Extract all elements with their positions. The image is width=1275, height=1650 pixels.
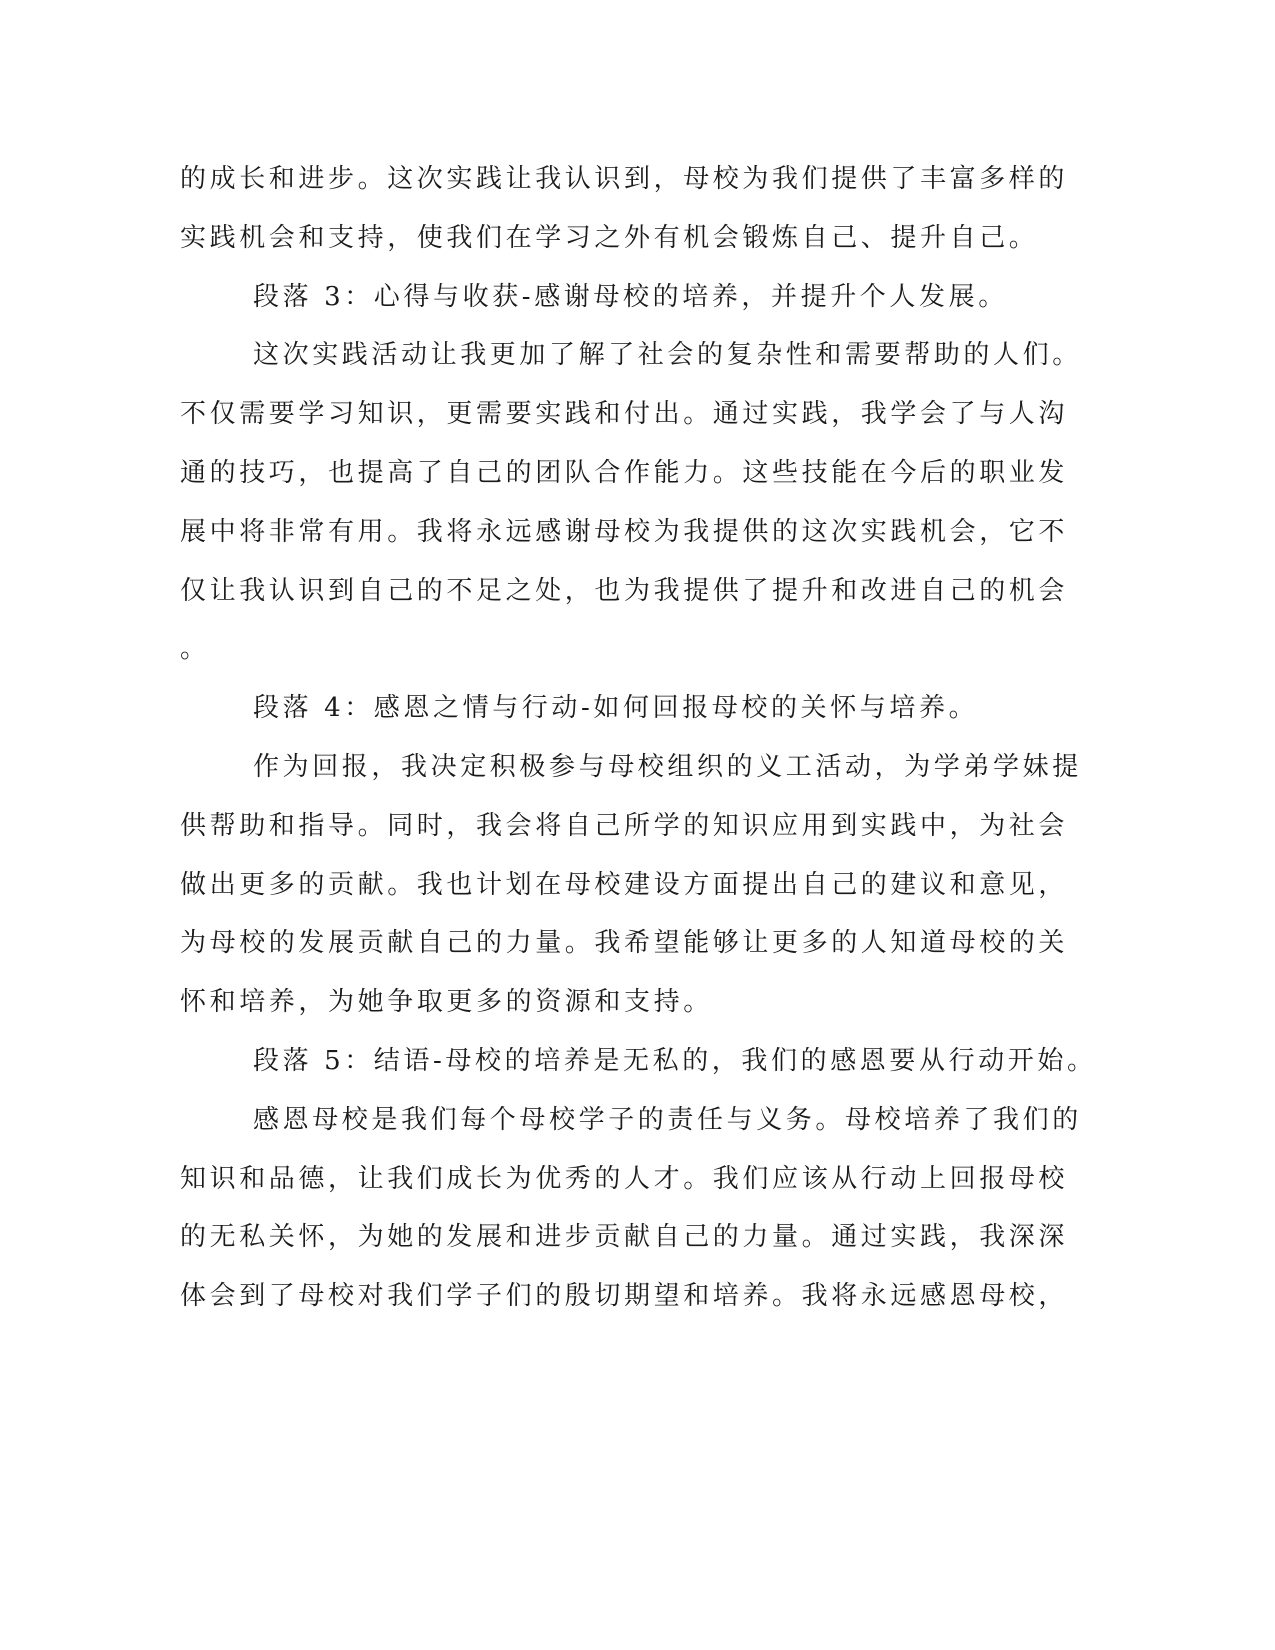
text-line: 供帮助和指导。同时，我会将自己所学的知识应用到实践中，为社会 bbox=[180, 810, 1069, 841]
text-line: 展中将非常有用。我将永远感谢母校为我提供的这次实践机会，它不 bbox=[180, 516, 1069, 547]
text-line: 感恩母校是我们每个母校学子的责任与义务。母校培养了我们的 bbox=[253, 1104, 1082, 1135]
text-line: 怀和培养，为她争取更多的资源和支持。 bbox=[180, 987, 713, 1018]
text-line: 为母校的发展贡献自己的力量。我希望能够让更多的人知道母校的关 bbox=[180, 928, 1069, 959]
text-line: 做出更多的贡献。我也计划在母校建设方面提出自己的建议和意见， bbox=[180, 869, 1069, 900]
text-line: 作为回报，我决定积极参与母校组织的义工活动，为学弟学妹提 bbox=[253, 751, 1082, 782]
text-line: 这次实践活动让我更加了解了社会的复杂性和需要帮助的人们。 bbox=[253, 340, 1082, 371]
text-line: 实践机会和支持，使我们在学习之外有机会锻炼自己、提升自己。 bbox=[180, 222, 1039, 253]
text-line: 。 bbox=[180, 634, 210, 665]
text-line: 知识和品德，让我们成长为优秀的人才。我们应该从行动上回报母校 bbox=[180, 1163, 1069, 1194]
section-heading: 段落 3：心得与收获-感谢母校的培养，并提升个人发展。 bbox=[253, 281, 1008, 312]
text-line: 的成长和进步。这次实践让我认识到，母校为我们提供了丰富多样的 bbox=[180, 164, 1069, 194]
text-line: 不仅需要学习知识，更需要实践和付出。通过实践，我学会了与人沟 bbox=[180, 399, 1069, 430]
section-heading: 段落 5：结语-母校的培养是无私的，我们的感恩要从行动开始。 bbox=[253, 1045, 1097, 1076]
text-line: 体会到了母校对我们学子们的殷切期望和培养。我将永远感恩母校， bbox=[180, 1281, 1069, 1312]
section-heading: 段落 4：感恩之情与行动-如何回报母校的关怀与培养。 bbox=[253, 693, 979, 724]
text-line: 通的技巧，也提高了自己的团队合作能力。这些技能在今后的职业发 bbox=[180, 457, 1069, 488]
text-line: 的无私关怀，为她的发展和进步贡献自己的力量。通过实践，我深深 bbox=[180, 1222, 1069, 1253]
document-body bbox=[180, 150, 1097, 1326]
text-line: 仅让我认识到自己的不足之处，也为我提供了提升和改进自己的机会 bbox=[180, 575, 1069, 606]
